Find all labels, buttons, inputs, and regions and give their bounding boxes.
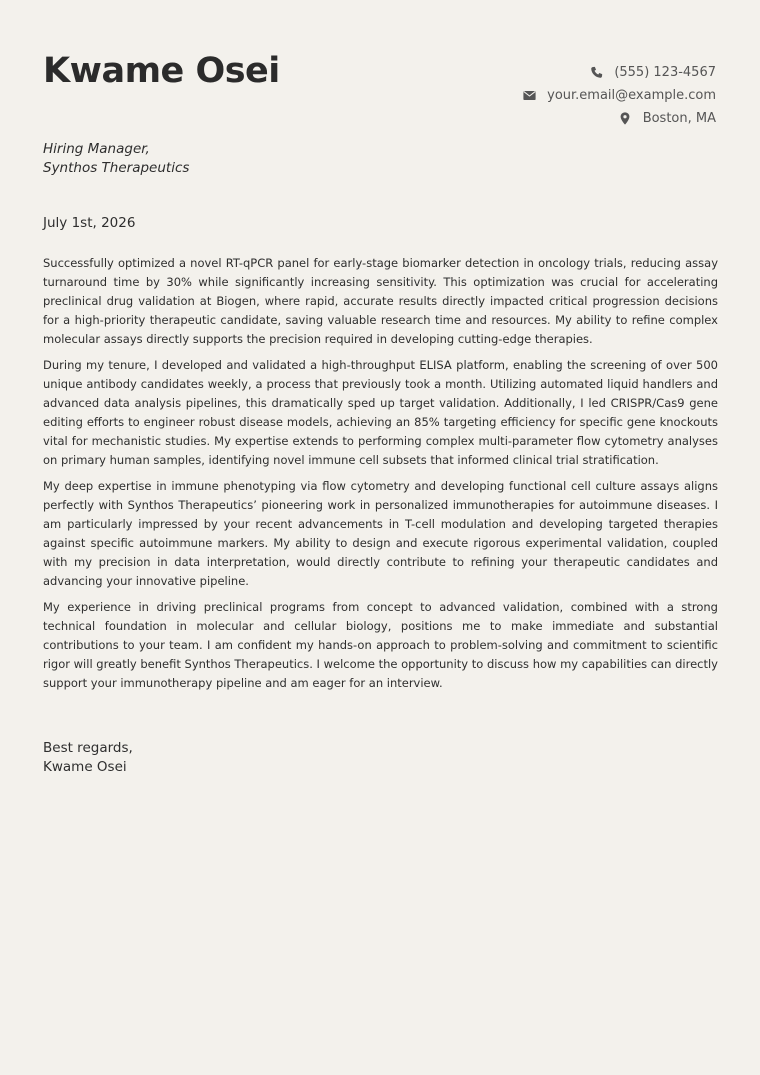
recipient-title: Hiring Manager, bbox=[43, 141, 150, 157]
letter-date: July 1st, 2026 bbox=[43, 215, 136, 231]
recipient-block bbox=[43, 140, 189, 178]
phone-icon bbox=[589, 66, 603, 80]
contact-phone bbox=[522, 61, 716, 84]
body-paragraph: My experience in driving preclinical programs from concept to advanced validation, combined with a strong technical foundation in molecular and cellular biology, positions me to make immediate and substantial contributions to your team. I am confident my hands-on approach to problem-solving and commitment to scientific rigor will greatly benefit Synthos Therapeutics. I welcome the opportunity to discuss how my capabilities can directly support your immunotherapy pipeline and am eager for an interview. bbox=[43, 600, 718, 690]
map-marker-icon bbox=[618, 112, 632, 126]
closing-salutation: Best regards, bbox=[43, 740, 133, 756]
email-address: your.email@example.com bbox=[547, 88, 716, 103]
applicant-name: Kwame Osei bbox=[43, 51, 280, 91]
closing-block bbox=[43, 739, 133, 777]
location-text: Boston, MA bbox=[642, 111, 716, 126]
contact-block bbox=[522, 61, 716, 130]
recipient-company: Synthos Therapeutics bbox=[43, 160, 190, 176]
body-paragraph: During my tenure, I developed and validated a high-throughput ELISA platform, enabling the screening of over 500 unique antibody candidates weekly, a process that previously took a month. Utilizing automated liquid handlers and advanced data analysis pipelines, this dramatically sped up target validation. Additionally, I led CRISPR/Cas9 gene editing efforts to engineer robust disease models, achieving an 85% targeting efficiency for specific gene knockouts vital for mechanistic studies. My expertise extends to performing complex multi-parameter flow cytometry analyses on primary human samples, identifying novel immune cell subsets that informed clinical trial stratification. bbox=[43, 358, 718, 467]
contact-email bbox=[522, 84, 716, 107]
letter-body bbox=[43, 254, 718, 700]
signature-name: Kwame Osei bbox=[43, 759, 127, 775]
body-paragraph: Successfully optimized a novel RT-qPCR panel for early-stage biomarker detection in oncology trials, reducing assay turnaround time by 30% while significantly increasing sensitivity. This optimization was crucial for accelerating preclinical drug validation at Biogen, where rapid, accurate results directly impacted critical progression decisions for a high-priority therapeutic candidate, saving valuable research time and resources. My ability to refine complex molecular assays directly supports the precision required in developing cutting-edge therapies. bbox=[43, 256, 718, 346]
contact-location bbox=[522, 107, 716, 130]
body-paragraph: My deep expertise in immune phenotyping via flow cytometry and developing functional cell culture assays aligns perfectly with Synthos Therapeutics’ pioneering work in personalized immunotherapies for autoimmune diseases. I am particularly impressed by your recent advancements in T-cell modulation and developing targeted therapies against specific autoimmune markers. My ability to design and execute rigorous experimental validation, coupled with my precision in data interpretation, would directly contribute to refining your therapeutic candidates and advancing your innovative pipeline. bbox=[43, 479, 718, 588]
envelope-icon bbox=[522, 89, 536, 103]
phone-number: (555) 123-4567 bbox=[614, 65, 716, 80]
